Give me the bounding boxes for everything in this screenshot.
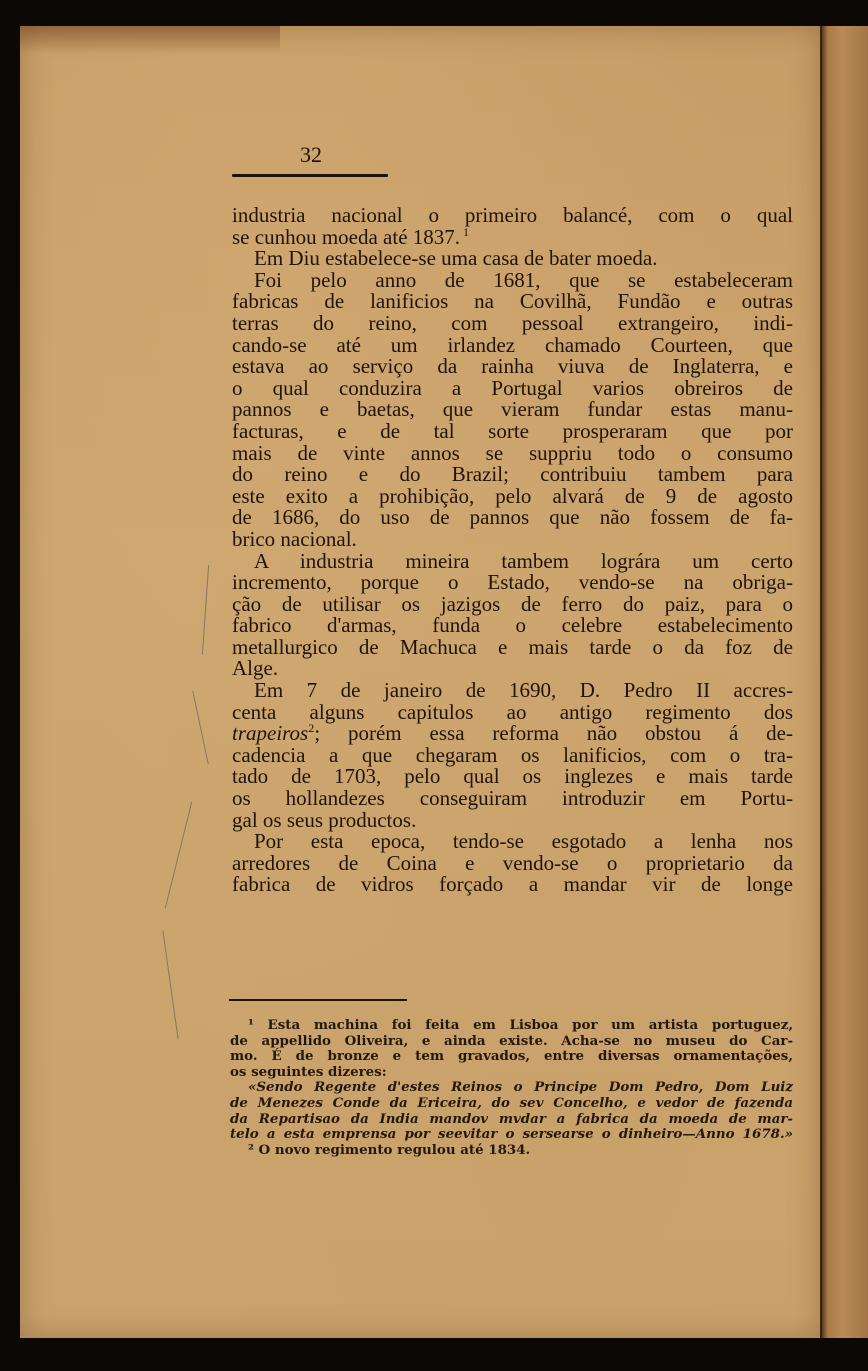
footnote-ref[interactable]: 1 — [460, 224, 470, 239]
line-text: ção de utilisar os jazigos de ferro do paiz, para o — [232, 591, 793, 616]
footnote-ref[interactable]: 2 — [308, 721, 315, 736]
text-line — [232, 483, 793, 508]
text-line — [232, 615, 793, 637]
line-text: ; porém essa reforma não obstou á de- — [314, 721, 793, 746]
line-text: este exito a prohibição, pelo alvará de 9 de agosto — [232, 483, 793, 508]
line-text: cando-se até um irlandez chamado Courteen, que — [232, 332, 793, 357]
footnote-line: os seguintes dizeres: — [230, 1063, 387, 1080]
body-text — [232, 205, 793, 896]
footnote-rule — [229, 999, 407, 1001]
text-line — [232, 224, 793, 249]
page-stain — [20, 26, 280, 54]
line-text: facturas, e de tal sorte prosperaram que por — [232, 418, 793, 443]
text-line — [232, 332, 793, 357]
text-line — [232, 464, 793, 486]
text-line — [232, 440, 793, 465]
line-text: metallurgico de Machuca e mais tarde o da foz de — [232, 634, 793, 659]
line-text: fabrico d'armas, funda o celebre estabelecimento — [232, 613, 793, 638]
line-text: mais de vinte annos se suppriu todo o consumo — [232, 440, 793, 465]
line-text: fabricas de lanificios na Covilhã, Fundão e outras — [232, 289, 793, 314]
text-line — [232, 399, 793, 421]
footnotes — [230, 1018, 793, 1158]
text-line — [232, 658, 793, 680]
footnote-line: mo. É de bronze e tem gravados, entre diversas ornamentações, — [230, 1048, 793, 1065]
footnote-line: de appellido Oliveira, e ainda existe. Acha-se no museu do Car- — [230, 1032, 793, 1049]
line-text: Em Diu estabelece-se uma casa de bater moeda. — [254, 246, 658, 271]
footnote-line: telo a esta emprensa por seevitar o sersearse o dinheiro—Anno 1678.» — [230, 1126, 793, 1143]
text-line — [232, 831, 793, 853]
text-line — [232, 291, 793, 313]
line-text: fabrica de vidros forçado a mandar vir de longe — [232, 872, 793, 897]
text-line — [232, 267, 793, 292]
text-line — [232, 205, 793, 227]
text-line — [232, 850, 793, 875]
text-line — [232, 723, 793, 745]
line-text: do reino e do Brazil; contribuiu tambem para — [232, 462, 793, 487]
text-line — [232, 248, 793, 270]
text-line — [232, 507, 793, 529]
page-number: 32 — [300, 142, 322, 167]
line-text: arredores de Coina e vendo-se o proprietario da — [232, 850, 793, 875]
line-text: industria nacional o primeiro balancé, com o qual — [232, 203, 793, 227]
line-text: terras do reino, com pessoal extrangeiro, indi- — [232, 310, 793, 335]
line-text: estava ao serviço da rainha viuva de Inglaterra, e — [232, 354, 793, 379]
footnote-line: da Repartisao da India mandov mvdar a fabrica da moeda de mar- — [230, 1110, 793, 1127]
footnote-line: ² O novo regimento regulou até 1834. — [248, 1141, 531, 1158]
text-line — [232, 788, 793, 810]
footnote-line: de Menezes Conde da Ericeira, do sev Concelho, e vedor de fazenda — [230, 1094, 793, 1111]
line-text: os hollandezes conseguiram introduzir em Portu- — [232, 786, 793, 811]
footnote-line: «Sendo Regente d'estes Reinos o Principe Dom Pedro, Dom Luiz — [248, 1079, 793, 1096]
text-line — [232, 874, 793, 896]
text-line — [232, 699, 793, 724]
text-line — [232, 680, 793, 702]
text-line — [232, 742, 793, 767]
line-text: cadencia a que chegaram os lanificios, com o tra- — [232, 742, 793, 767]
line-text: brico nacional. — [232, 526, 357, 551]
text-line — [232, 375, 793, 400]
line-text: se cunhou moeda até 1837. — [232, 224, 461, 249]
text-line — [232, 526, 793, 551]
line-text: incremento, porque o Estado, vendo-se na obriga- — [232, 570, 793, 595]
line-text: A industria mineira tambem lográra um certo — [254, 548, 793, 573]
line-text: centa alguns capitulos ao antigo regimento dos — [232, 699, 793, 724]
text-line — [232, 634, 793, 659]
text-line — [232, 591, 793, 616]
text-line — [232, 310, 793, 335]
line-text: Alge. — [232, 656, 279, 681]
text-line — [232, 548, 793, 573]
line-text: pannos e baetas, que vieram fundar estas manu- — [232, 397, 793, 422]
text-line — [232, 418, 793, 443]
line-text: Em 7 de janeiro de 1690, D. Pedro II accres- — [254, 678, 793, 703]
adjacent-page-edge — [822, 26, 868, 1338]
italic-term: trapeiros — [232, 721, 309, 746]
line-text: gal os seus productos. — [232, 807, 417, 832]
text-line — [232, 572, 793, 594]
line-text: Foi pelo anno de 1681, que se estabeleceram — [254, 267, 793, 292]
line-text: o qual conduzira a Portugal varios obreiros de — [232, 375, 793, 400]
header-rule — [232, 174, 388, 177]
footnote-line: ¹ Esta machina foi feita em Lisboa por um artista portuguez, — [248, 1017, 793, 1033]
text-line — [232, 807, 793, 832]
line-text: Por esta epoca, tendo-se esgotado a lenha nos — [254, 829, 793, 854]
text-line — [232, 356, 793, 378]
line-text: de 1686, do uso de pannos que não fossem de fa- — [232, 505, 793, 530]
line-text: tado de 1703, pelo qual os inglezes e mais tarde — [232, 764, 793, 789]
text-line — [232, 766, 793, 788]
